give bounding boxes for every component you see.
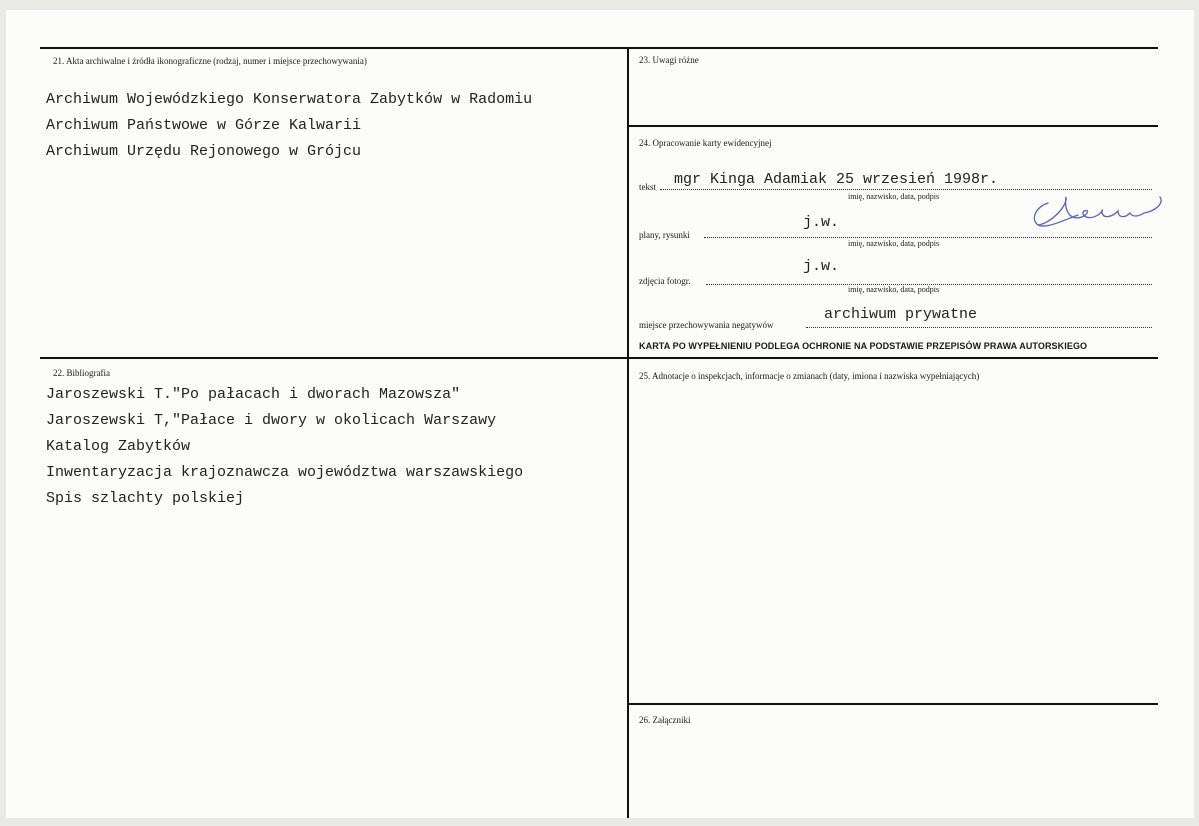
plany-dotted-line — [704, 237, 1152, 238]
zdjecia-hint: imię, nazwisko, data, podpis — [848, 285, 940, 294]
section-21-label: 21. Akta archiwalne i źródła ikonograficzne (rodzaj, numer i miejsce przechowywania) — [53, 56, 367, 66]
tekst-value: mgr Kinga Adamiak 25 wrzesień 1998r. — [674, 171, 999, 188]
negatywy-value: archiwum prywatne — [824, 306, 978, 323]
form-sheet — [6, 10, 1194, 818]
archive-entry: Archiwum Wojewódzkiego Konserwatora Zabytków w Radomiu — [46, 91, 533, 108]
bibliography-entry: Katalog Zabytków — [46, 438, 191, 455]
tekst-label: tekst — [639, 182, 656, 192]
archive-entry: Archiwum Państwowe w Górze Kalwarii — [46, 117, 362, 134]
plany-hint: imię, nazwisko, data, podpis — [848, 239, 940, 248]
archive-entry: Archiwum Urzędu Rejonowego w Grójcu — [46, 143, 362, 160]
plany-value: j.w. — [803, 214, 840, 231]
top-rule — [40, 47, 1158, 49]
signature-mark — [1018, 185, 1168, 235]
section-26-label: 26. Załączniki — [639, 715, 691, 725]
negatywy-dotted-line — [806, 327, 1152, 328]
rule-25-26 — [629, 703, 1158, 705]
section-22-label: 22. Bibliografia — [53, 368, 110, 378]
rule-23-24 — [629, 125, 1158, 127]
zdjecia-value: j.w. — [803, 258, 840, 275]
bibliography-entry: Jaroszewski T."Po pałacach i dworach Mazowsza" — [46, 386, 461, 403]
bibliography-entry: Jaroszewski T,"Pałace i dwory w okolicach Warszawy — [46, 412, 497, 429]
section-23-label: 23. Uwagi różne — [639, 55, 699, 65]
plany-label: plany, rysunki — [639, 230, 690, 240]
section-21-entries — [46, 87, 532, 165]
bibliography-entry: Spis szlachty polskiej — [46, 490, 245, 507]
negatywy-label: miejsce przechowywania negatywów — [639, 320, 774, 330]
middle-rule — [40, 357, 1158, 359]
section-25-label: 25. Adnotacje o inspekcjach, informacje o zmianach (daty, imiona i nazwiska wypełniających) — [639, 371, 980, 381]
tekst-hint: imię, nazwisko, data, podpis — [848, 192, 940, 201]
section-22-entries — [46, 382, 523, 512]
section-24-label: 24. Opracowanie karty ewidencyjnej — [639, 138, 772, 148]
bibliography-entry: Inwentaryzacja krajoznawcza województwa warszawskiego — [46, 464, 524, 481]
copyright-notice: KARTA PO WYPEŁNIENIU PODLEGA OCHRONIE NA PODSTAWIE PRZEPISÓW PRAWA AUTORSKIEGO — [639, 341, 1088, 351]
zdjecia-label: zdjęcia fotogr. — [639, 276, 691, 286]
